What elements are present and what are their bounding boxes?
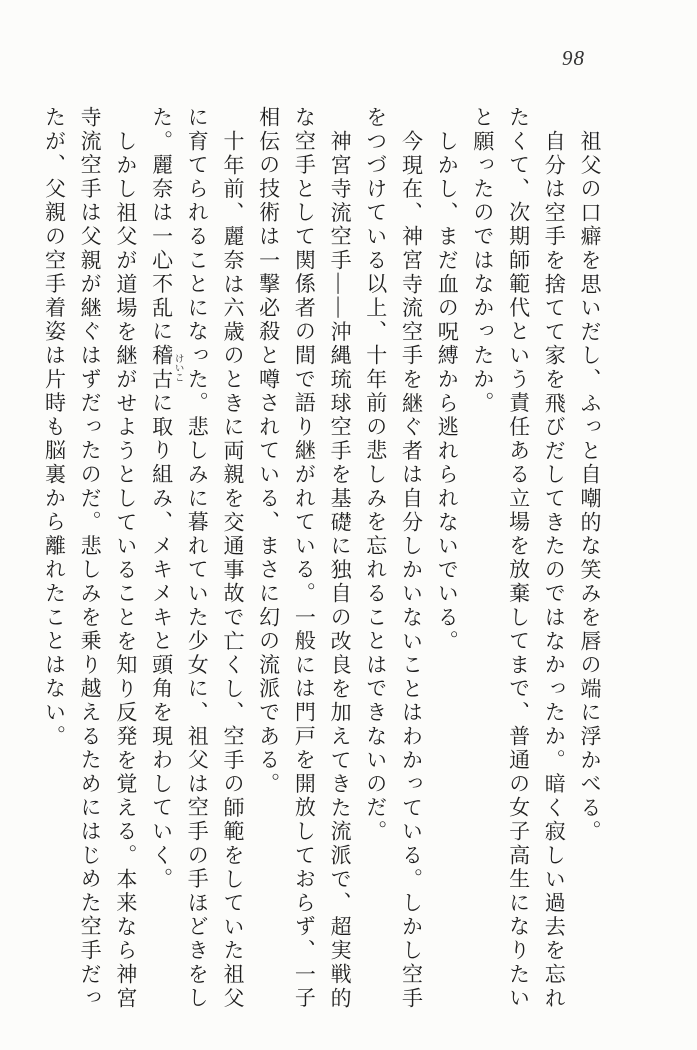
paragraph: しかし、まだ血の呪縛から逃れられないでいる。 (435, 129, 460, 654)
page-number: 98 (562, 46, 585, 70)
ruby-annotated-word: 稽古 けいこ (149, 344, 183, 392)
paragraph: 今現在、神宮寺流空手を継ぐ者は自分しかいないことはわかっている。しかし空手をつづけている以上、十年前の悲しみを忘れることはできないのだ。 (363, 106, 424, 1011)
paragraph: 十年前、麗奈は六歳のときに両親を交通事故で亡くし、空手の師範をしていた祖父に育てられることになった。悲しみに暮れていた少女に、祖父は空手の手ほどきをした。麗奈は一心不乱に稽古 けいこに取り組み、メキメキと頭角を現わしていく。 (149, 106, 245, 1011)
paragraph: 自分は空手を捨てて家を飛びだしてきたのではなかったか。暗く寂しい過去を忘れたくて、次期師範代という責任ある立場を放棄してまで、普通の女子高生になりたいと願ったのではなかったか。 (470, 106, 567, 1011)
text-body (35, 106, 607, 1018)
paragraph: しかし祖父が道場を継がせようとしていることを知り反発を覚える。本来なら神宮寺流空手は父親が継ぐはずだったのだ。悲しみを乗り越えるためにはじめた空手だったが、父親の空手着姿は片時も脳裏から離れたことはない。 (42, 106, 138, 1011)
paragraph: 祖父の口癖を思いだし、ふっと自嘲的な笑みを唇の端に浮かべる。 (578, 129, 602, 844)
furigana: けいこ (172, 344, 183, 392)
paragraph: 神宮寺流空手――沖縄琉球空手を基礎に独自の改良を加えてきた流派で、超実戦的な空手として関係者の間で語り継がれている。一般には門戸を開放しておらず、一子相伝の技術は一撃必殺と噂されている、まさに幻の流派である。 (256, 106, 353, 1011)
